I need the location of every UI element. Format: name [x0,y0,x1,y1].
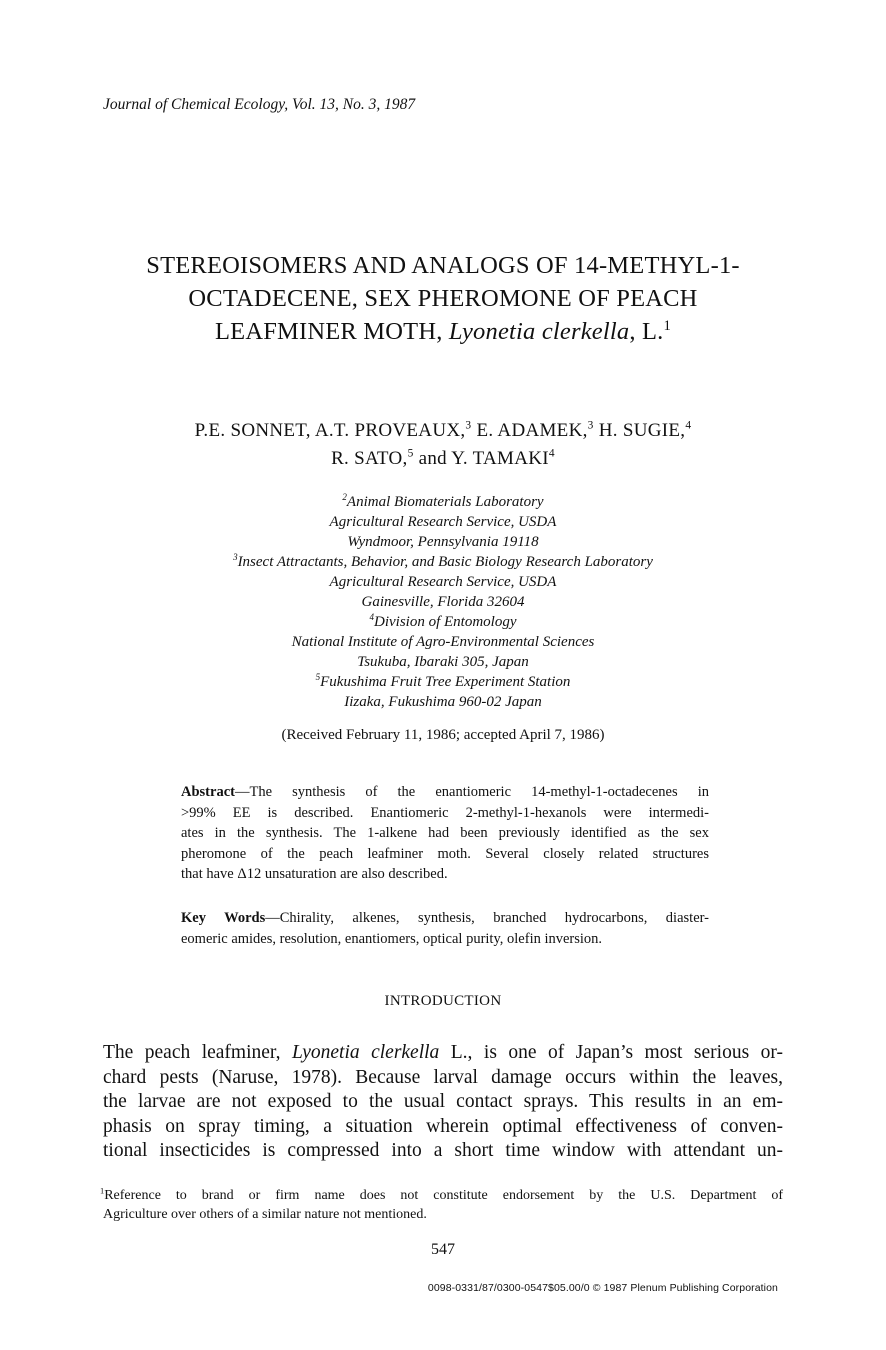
author-name: P.E. SONNET, [194,420,311,441]
affiliation-line: Tsukuba, Ibaraki 305, Japan [357,654,529,670]
author-list [80,417,806,473]
affiliation-line: $^5$Fukushima Fruit Tree Experiment Station [315,672,571,690]
abstract-line: pheromone of the peach leafminer moth. Several closely related structures [181,845,709,862]
footnote-line: $^1$Reference to brand or firm name does not constitute endorsement by the U.S. Department of [100,1186,783,1203]
abstract-line: that have Δ12 unsaturation are also described. [181,866,448,882]
affiliations [80,492,806,712]
key-words-line: Key Words—Chirality, alkenes, synthesis, branched hydrocarbons, diaster- [181,910,709,926]
affiliation-line: Wyndmoor, Pennsylvania 19118 [347,534,539,550]
footnote-marker: 1 [663,317,672,334]
title-line-3: LEAFMINER MOTH, Lyonetia clerkella, L.$^1$ [214,317,672,345]
copyright-line: 0098-0331/87/0300-0547$05.00/0 © 1987 Plenum Publishing Corporation [427,1282,778,1294]
author-name: A.T. PROVEAUX, [310,420,466,441]
page-number: 547 [431,1241,455,1258]
body-line: chard pests (Naruse, 1978). Because larval damage occurs within the leaves, [103,1066,783,1088]
section-heading: INTRODUCTION [384,993,502,1009]
abstract-line: >99% EE is described. Enantiomeric 2-methyl-1-hexanols were intermedi- [181,804,709,821]
affiliation-line: National Institute of Agro-Environmental Sciences [291,634,595,650]
abstract-line: ates in the synthesis. The 1-alkene had been previously identified as the sex [181,825,709,841]
footnote-marker: 1 [100,1186,105,1196]
author-name: R. SATO, [331,448,408,469]
author-name: and Y. TAMAKI [413,448,549,469]
authors-line-1: P.E. SONNET, A.T. PROVEAUX,$^3$ E. ADAMEK,$^3$ H. SUGIE,$^4$ [194,419,692,441]
species-name: Lyonetia clerkella [291,1042,440,1063]
species-name: Lyonetia clerkella [448,318,630,345]
body-line: the larvae are not exposed to the usual contact sprays. This results in an em- [103,1091,783,1112]
body-paragraph [103,1041,783,1164]
affiliation-line: Gainesville, Florida 32604 [361,594,525,610]
abstract-label: Abstract [181,784,235,800]
title-line-2: OCTADECENE, SEX PHEROMONE OF PEACH [188,285,698,312]
author-name: E. ADAMEK, [471,420,588,441]
article-title [80,249,806,348]
body-line: The peach leafminer, Lyonetia clerkella L., is one of Japan’s most serious or- [103,1042,783,1063]
affiliation-line: Iizaka, Fukushima 960-02 Japan [344,694,542,710]
footnote-line: Agriculture over others of a similar nature not mentioned. [103,1207,427,1222]
footnote [100,1186,783,1224]
journal-citation: Journal of Chemical Ecology, Vol. 13, No. 3, 1987 [103,96,416,113]
abstract-line: Abstract—The synthesis of the enantiomeric 14-methyl-1-octadecenes in [181,784,709,800]
abstract [181,782,709,885]
affiliation-line: $^2$Animal Biomaterials Laboratory [342,492,544,510]
body-line: tional insecticides is compressed into a short time window with attendant un- [103,1140,783,1161]
affiliation-line: Agricultural Research Service, USDA [329,574,557,590]
key-words-line: eomeric amides, resolution, enantiomers, optical purity, olefin inversion. [181,930,603,947]
key-words [181,908,709,949]
title-line-1: STEREOISOMERS AND ANALOGS OF 14-METHYL-1- [146,252,740,279]
affiliation-line: Agricultural Research Service, USDA [329,514,557,530]
body-line: phasis on spray timing, a situation wherein optimal effectiveness of conven- [103,1115,783,1137]
received-dates: (Received February 11, 1986; accepted April 7, 1986) [281,727,605,743]
author-name: H. SUGIE, [593,420,686,441]
key-words-label: Key Words [181,910,266,926]
affiliation-line: $^3$Insect Attractants, Behavior, and Basic Biology Research Laboratory [233,552,653,570]
authors-line-2: R. SATO,$^5$ and Y. TAMAKI$^4$ [331,447,555,469]
affiliation-line: $^4$Division of Entomology [369,612,517,630]
